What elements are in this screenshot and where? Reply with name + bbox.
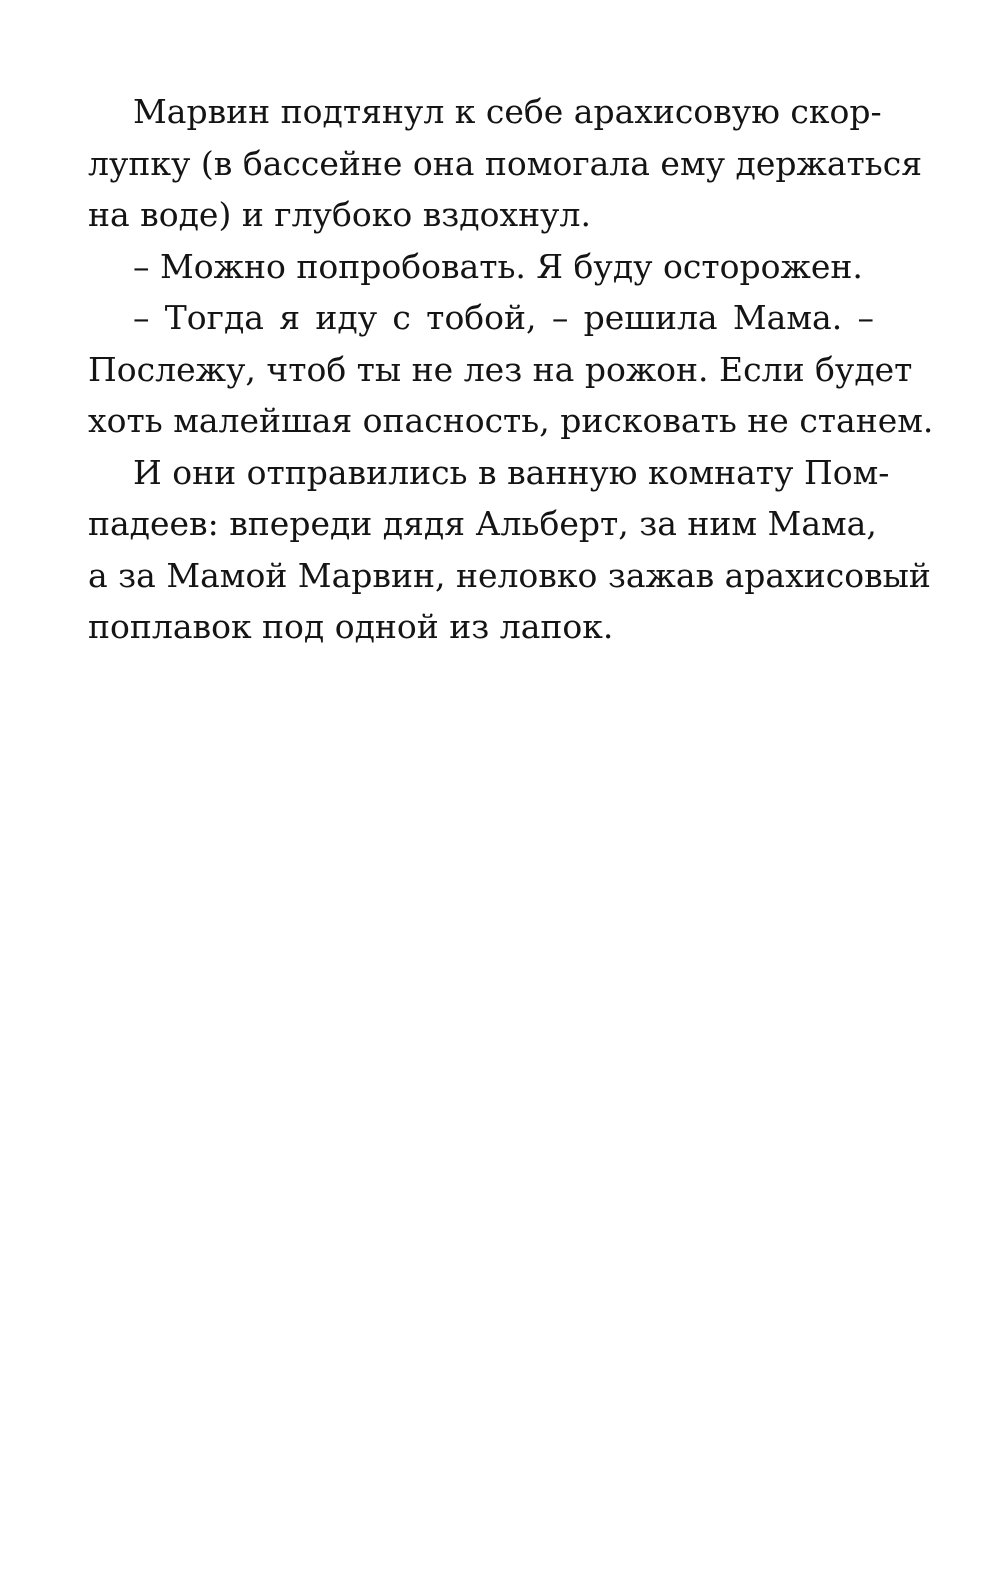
text-line: – Можно попробовать. Я буду осторожен. [133,246,863,286]
text-line: поплавок под одной из лапок. [88,607,614,646]
text-line: – Тогда я иду с тобой, – решила Мама. – [133,298,874,337]
text-line: а за Мамой Марвин, неловко зажав арахисовый [88,555,931,595]
text-line: Марвин подтянул к себе арахисовую скор- [133,92,882,131]
text-line: на воде) и глубоко вздохнул. [88,195,591,234]
text-line: Послежу, чтоб ты не лез на рожон. Если будет [88,349,913,389]
text-line: И они отправились в ванную комнату Пом- [133,452,890,492]
text-line: лупку (в бассейне она помогала ему держаться [88,143,923,183]
body-text [88,86,934,653]
text-line: хоть малейшая опасность, рисковать не станем. [88,401,934,440]
text-line: падеев: впереди дядя Альберт, за ним Мама, [88,504,877,543]
